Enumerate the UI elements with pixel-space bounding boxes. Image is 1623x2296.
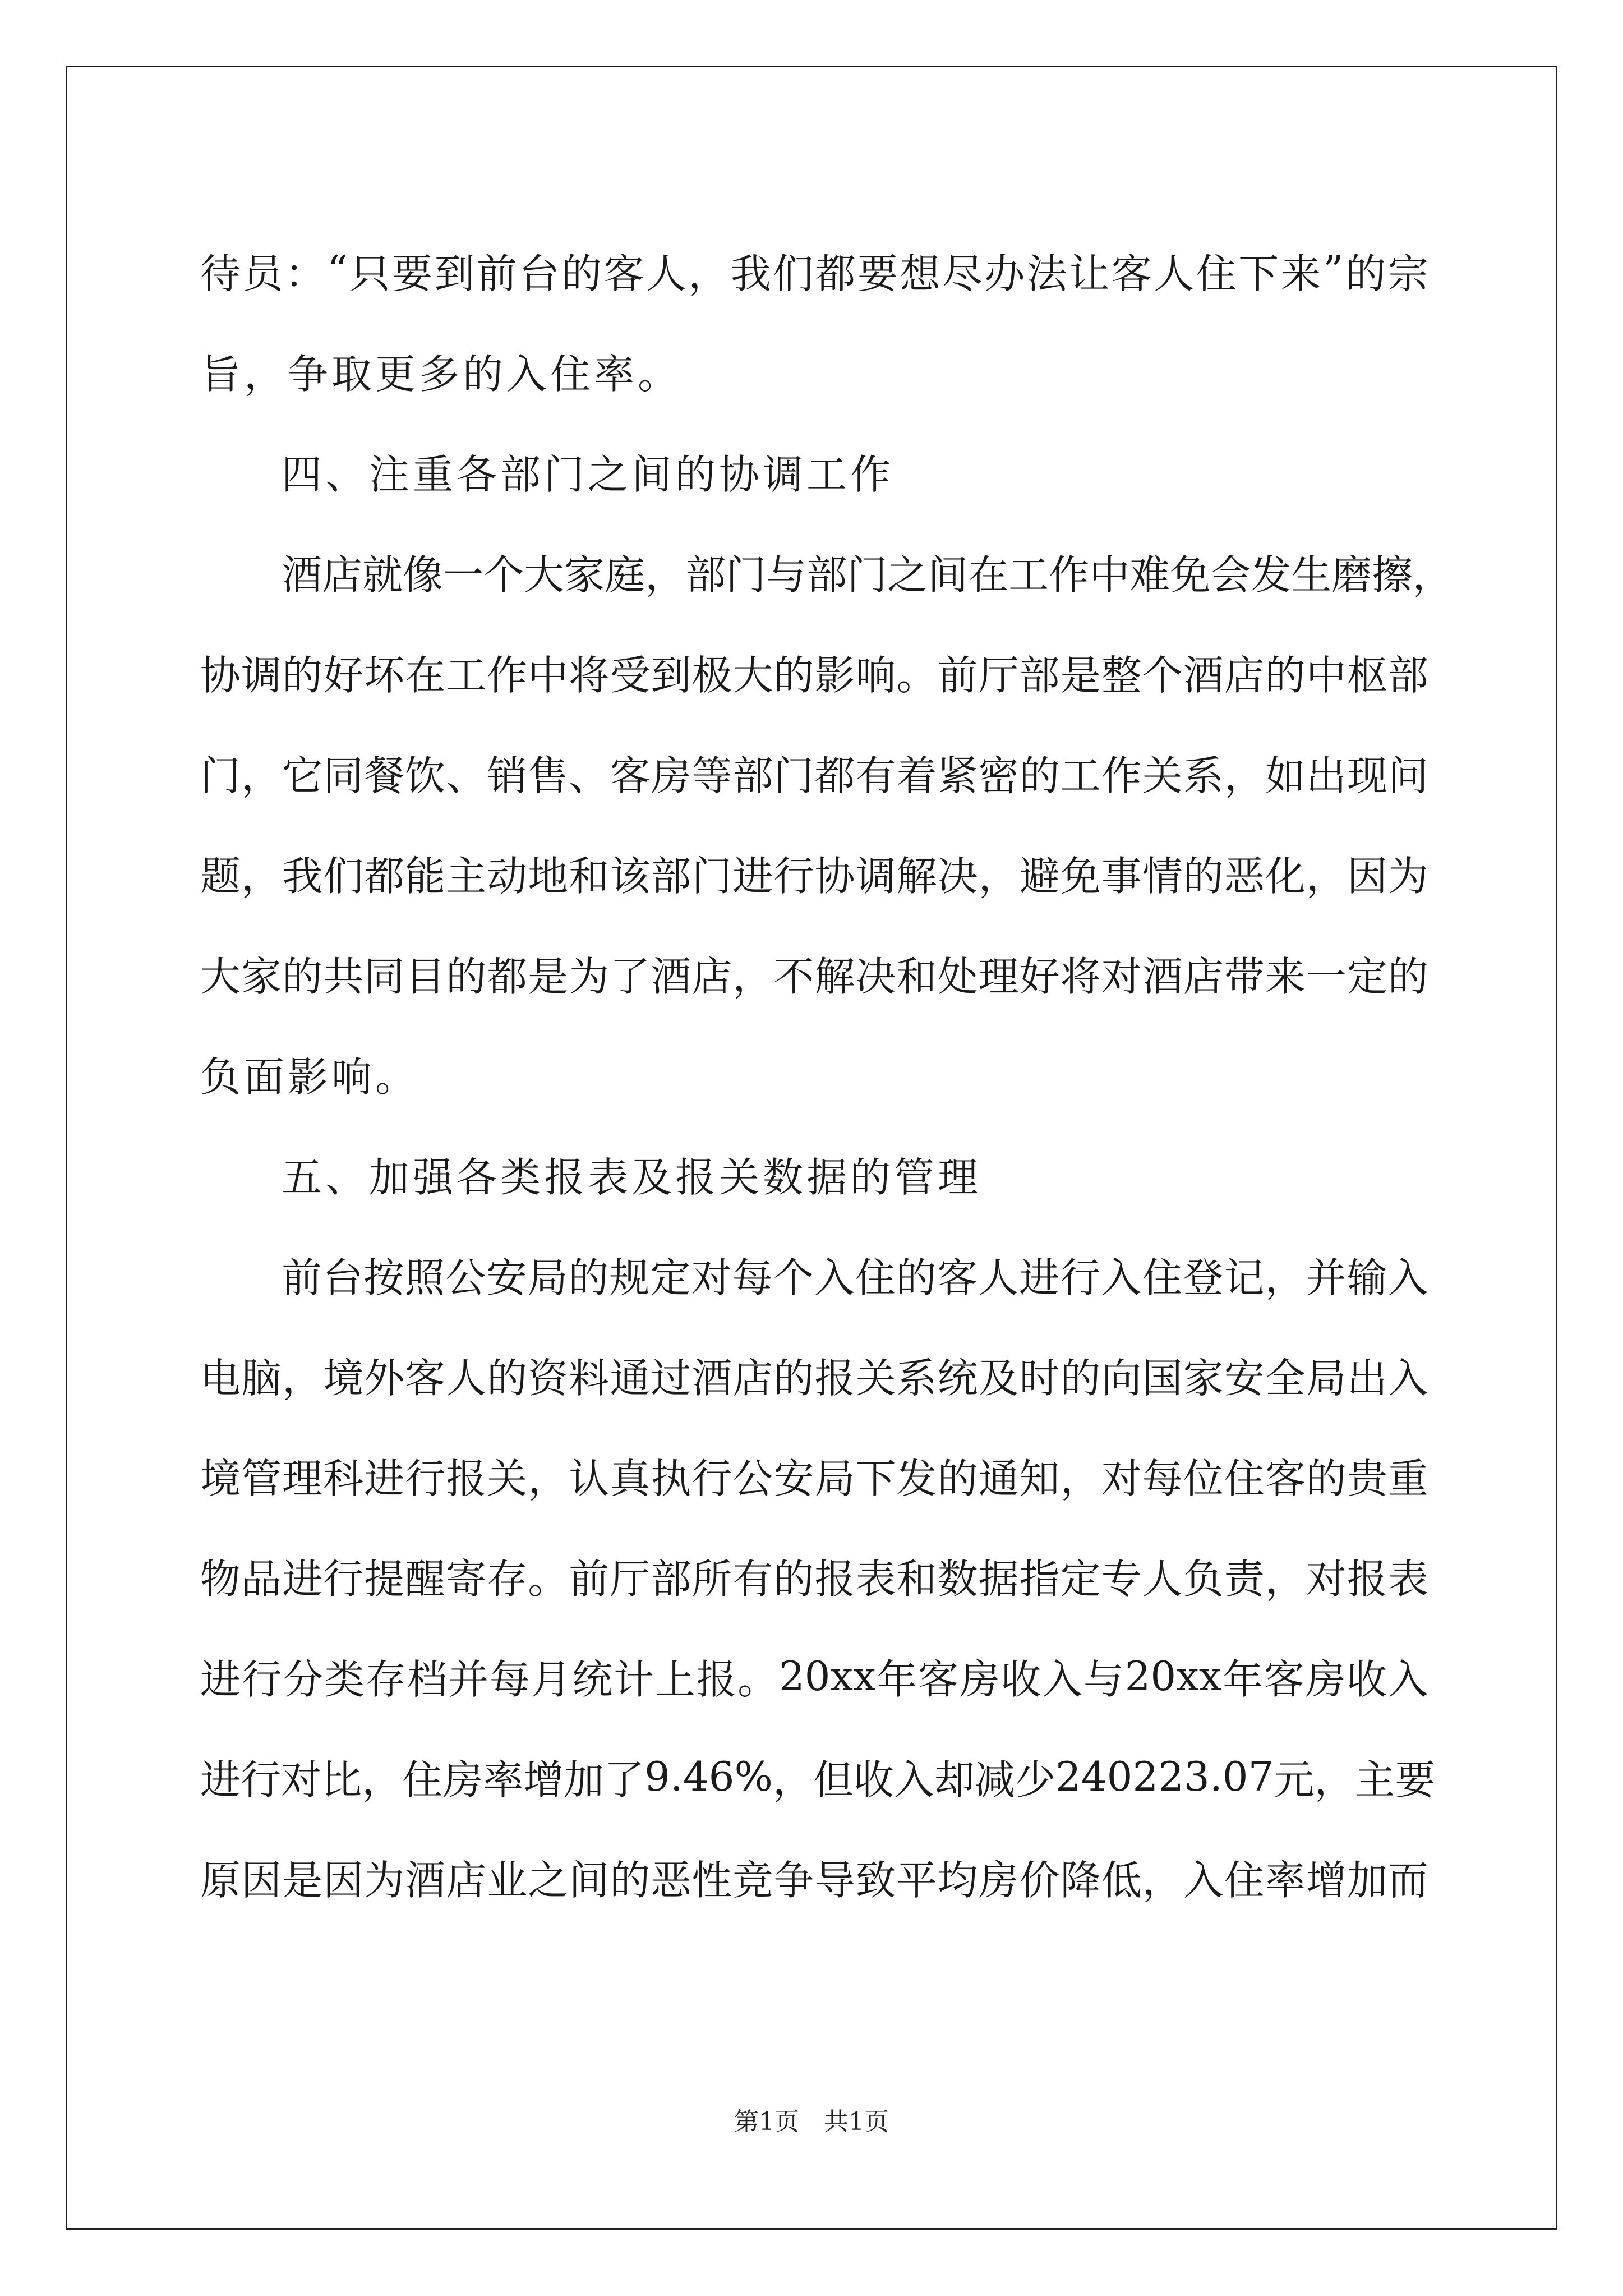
text-line: 前 台 按 照 公 安 局 的 规 定 对 每 个 入 住 的 客 人 进 行 入 住 登 记 ， 并 输 入 <box>282 1254 1428 1301</box>
text-line: 物 品 进 行 提 醒 寄 存 。 前 厅 部 所 有 的 报 表 和 数 据 指 定 专 人 负 责 ， 对 报 表 <box>200 1555 1428 1603</box>
text-line: 酒 店 就 像 一 个 大 家 庭 ， 部 门 与 部 门 之 间 在 工 作 中 难 免 会 发 生 磨 擦 ， <box>282 551 1453 599</box>
text-line: 旨，争取更多的入住率。 <box>200 350 682 398</box>
text-line: 门 ， 它 同 餐 饮 、 销 售 、 客 房 等 部 门 都 有 着 紧 密 的 工 作 关 系 ， 如 出 现 问 <box>200 752 1428 799</box>
text-line: 电 脑 ， 境 外 客 人 的 资 料 通 过 酒 店 的 报 关 系 统 及 时 的 向 国 家 安 全 局 出 入 <box>200 1354 1428 1402</box>
text-line: 负面影响。 <box>200 1053 419 1101</box>
document-body <box>200 220 1453 1927</box>
page-footer: 第1页 共1页 <box>734 2108 889 2136</box>
text-line: 待 员 ： “ 只 要 到 前 台 的 客 人 ， 我 们 都 要 想 尽 办 法 让 客 人 住 下 来 ” 的 宗 <box>200 246 1428 297</box>
text-line: 四、注重各部门之间的协调工作 <box>282 450 895 498</box>
text-line: 进 行 对 比 ， 住 房 率 增 加 了 9.46% ， 但 收 入 却 减 少 240223.07 元 ， 主 要 <box>200 1752 1436 1803</box>
text-line: 题 ， 我 们 都 能 主 动 地 和 该 部 门 进 行 协 调 解 决 ， 避 免 事 情 的 恶 化 ， 因 为 <box>200 852 1428 900</box>
text-line: 协 调 的 好 坏 在 工 作 中 将 受 到 极 大 的 影 响 。 前 厅 部 是 整 个 酒 店 的 中 枢 部 <box>200 651 1428 699</box>
text-line: 原 因 是 因 为 酒 店 业 之 间 的 恶 性 竞 争 导 致 平 均 房 价 降 低 ， 入 住 率 增 加 而 <box>200 1856 1428 1904</box>
text-line: 大 家 的 共 同 目 的 都 是 为 了 酒 店 ， 不 解 决 和 处 理 好 将 对 酒 店 带 来 一 定 的 <box>200 953 1428 1000</box>
text-line: 五、加强各类报表及报关数据的管理 <box>282 1153 982 1201</box>
text-line: 境 管 理 科 进 行 报 关 ， 认 真 执 行 公 安 局 下 发 的 通 知 ， 对 每 位 住 客 的 贵 重 <box>200 1455 1428 1502</box>
text-line: 进 行 分 类 存 档 并 每 月 统 计 上 报 。 20xx 年 客 房 收 入 与 20xx 年 客 房 收 入 <box>200 1652 1428 1703</box>
